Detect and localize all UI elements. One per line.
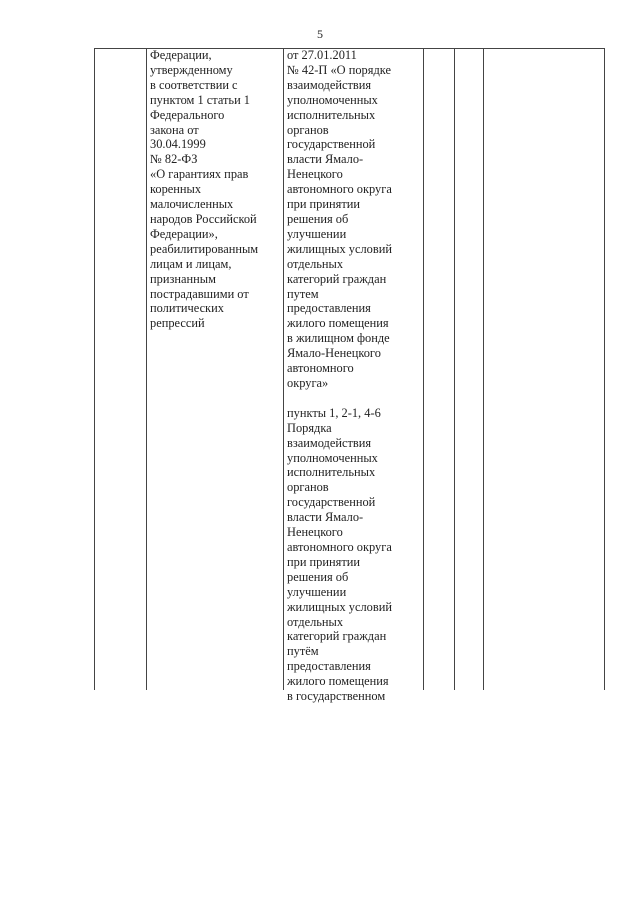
text-line: политических [150,301,224,316]
text-line: при принятии [287,554,361,569]
text-line: уполномоченных [287,92,378,107]
column-divider [454,48,455,690]
text-line: путём [287,644,319,659]
text-line: исполнительных [287,465,376,480]
legal-basis-cell [287,48,422,704]
text-line: Порядка [287,420,332,435]
text-line: народов Российской [150,211,257,226]
text-line: отдельных [287,614,344,629]
text-line: № 42-П «О порядке [287,62,391,77]
text-line: жилого помещения [287,674,389,689]
text-line: автономного округа [287,540,392,554]
text-line: коренных [150,182,202,197]
text-line: улучшении [287,584,347,599]
text-line: в жилищном фонде [287,331,390,346]
text-line: взаимодействия [287,435,372,450]
text-line: власти Ямало- [287,510,364,525]
table-left-border [94,48,95,690]
text-line: исполнительных [287,107,376,122]
text-line: органов [287,122,329,137]
text-line: жилищных условий [287,599,392,614]
text-line: органов [287,480,329,495]
text-line: категорий граждан [287,629,387,644]
text-line: пункты 1, 2-1, 4-6 [287,405,381,420]
text-line: репрессий [150,316,205,331]
text-line: пострадавшими от [150,286,249,301]
text-line: от 27.01.2011 [287,48,357,62]
text-line: в государственном [287,689,386,704]
text-line: решения об [287,569,349,584]
table-right-border [604,48,605,690]
text-line: закона от [150,122,199,137]
text-line: округа» [287,375,329,390]
text-line: отдельных [287,256,344,271]
text-line: признанным [150,271,216,286]
text-line: Федерального [150,107,225,122]
column-divider [483,48,484,690]
text-line: малочисленных [150,197,234,212]
column-divider [423,48,424,690]
text-line: предоставления [287,659,371,674]
text-line: государственной [287,137,376,152]
text-line: лицам и лицам, [150,256,232,271]
text-line: автономного [287,361,354,376]
text-line: «О гарантиях прав [150,167,249,182]
page-number: 5 [317,27,323,41]
text-line: уполномоченных [287,450,378,465]
column-divider [146,48,147,690]
text-line: взаимодействия [287,77,372,92]
text-line: власти Ямало- [287,152,364,167]
text-line: Ненецкого [287,167,343,182]
column-divider [283,48,284,690]
text-line: жилищных условий [287,241,392,256]
text-line: реабилитированным [150,241,259,256]
text-line: при принятии [287,197,361,212]
text-line: в соответствии с [150,77,238,92]
paragraph-gap [287,391,422,406]
text-line: путем [287,286,319,301]
text-line: категорий граждан [287,271,387,286]
text-line: предоставления [287,301,371,316]
text-line: автономного округа [287,182,392,197]
text-line: 30.04.1999 [150,137,206,152]
category-description-cell [150,48,282,331]
text-line: решения об [287,211,349,226]
text-line: улучшении [287,226,347,241]
text-line: государственной [287,495,376,510]
text-line: утвержденному [150,62,233,77]
text-line: пунктом 1 статьи 1 [150,92,250,107]
text-line: № 82-ФЗ [150,152,198,167]
text-line: Федерации, [150,48,212,62]
text-line: жилого помещения [287,316,389,331]
text-line: Ямало-Ненецкого [287,346,381,361]
text-line: Ненецкого [287,525,343,540]
text-line: Федерации», [150,226,218,241]
